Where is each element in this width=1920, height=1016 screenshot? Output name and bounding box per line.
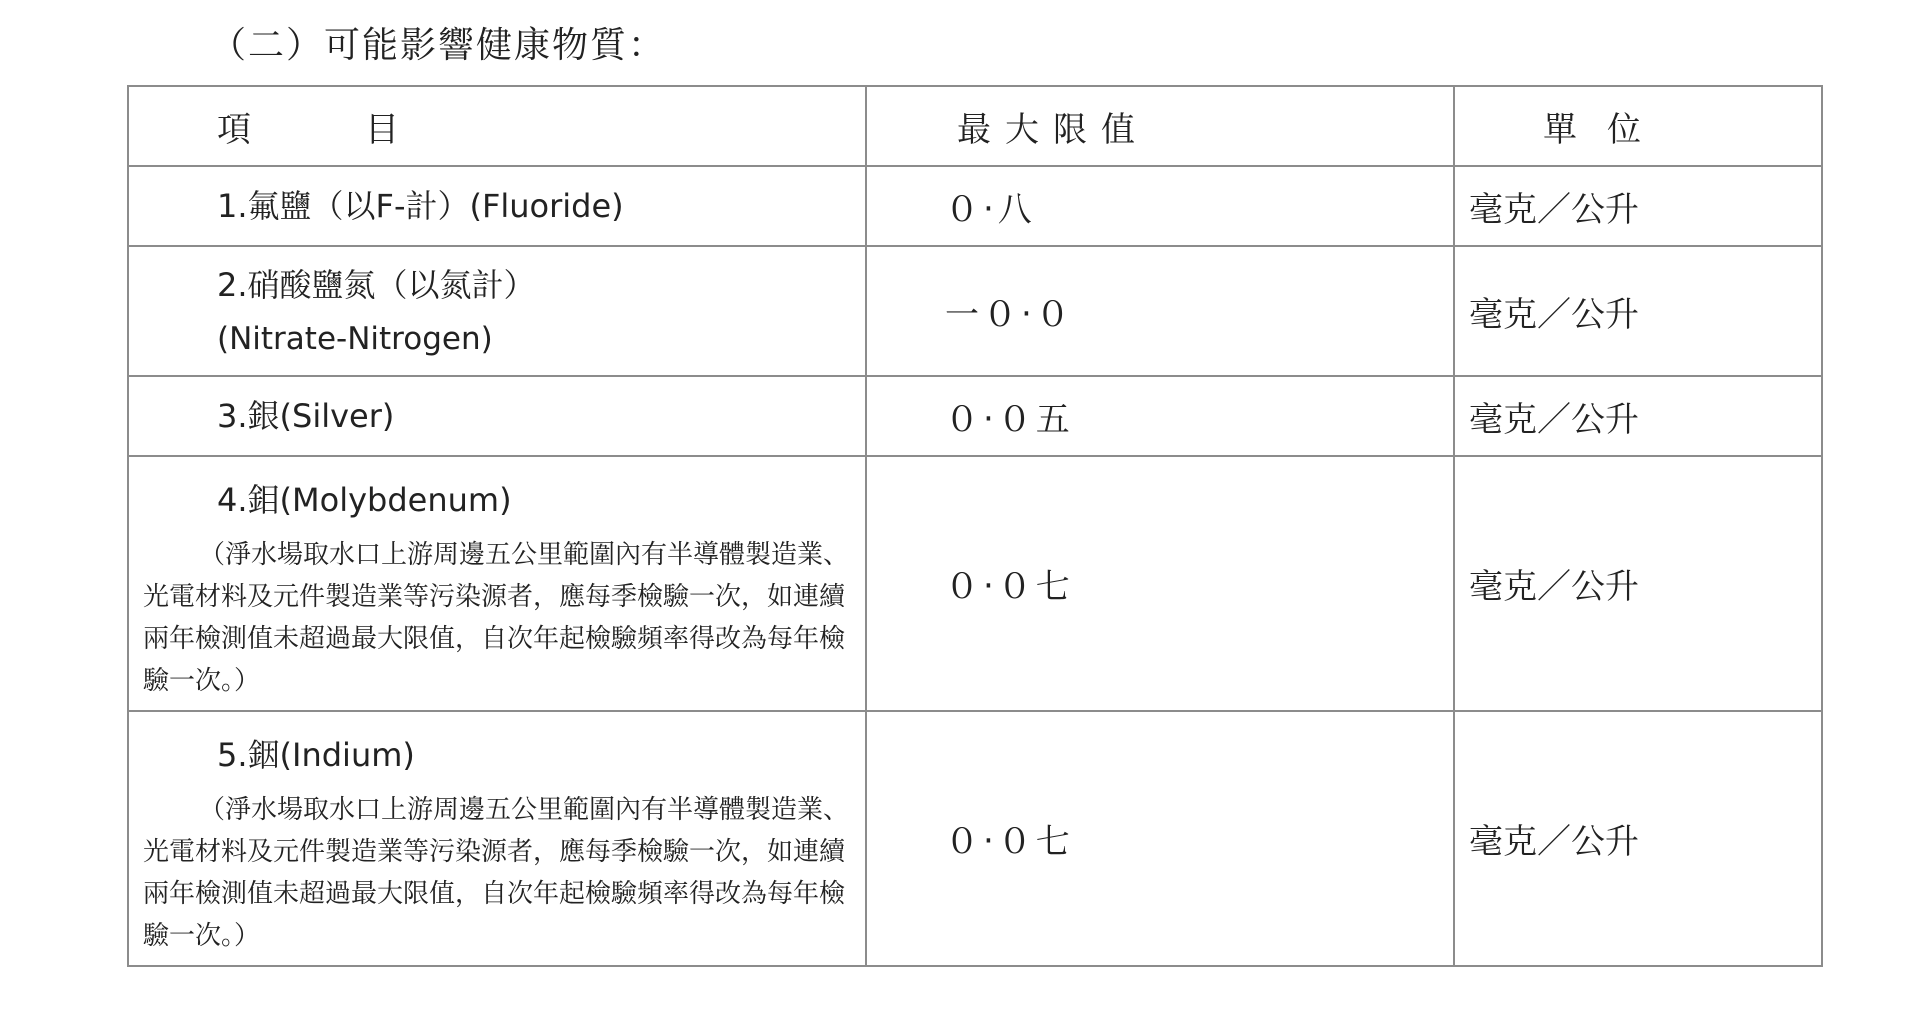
limit-value: ０‧０七 bbox=[945, 822, 1074, 862]
item-cell bbox=[128, 376, 866, 456]
unit-cell bbox=[1454, 456, 1822, 711]
limit-cell bbox=[866, 376, 1454, 456]
limit-value: ０‧０七 bbox=[945, 567, 1074, 607]
item-name: 3.銀(Silver) bbox=[217, 397, 395, 435]
limit-value: 一０‧０ bbox=[945, 294, 1074, 335]
limit-value: ０‧０五 bbox=[945, 399, 1074, 440]
header-limit-label: 最大限值 bbox=[957, 109, 1149, 150]
header-unit-label: 單位 bbox=[1543, 109, 1671, 150]
table-row bbox=[128, 711, 1822, 966]
item-note: （淨水場取水口上游周邊五公里範圍內有半導體製造業、光電材料及元件製造業等污染源者，應每季檢驗一次，如連續兩年檢測值未超過最大限值，自次年起檢驗頻率得改為每年檢驗一次。） bbox=[143, 539, 850, 696]
item-name: 4.鉬(Molybdenum) bbox=[217, 480, 512, 519]
table-row bbox=[128, 456, 1822, 711]
limit-value: ０‧八 bbox=[945, 189, 1036, 230]
limit-cell bbox=[866, 456, 1454, 711]
unit-cell bbox=[1454, 246, 1822, 376]
table-header-row bbox=[128, 86, 1822, 166]
unit-value: 毫克／公升 bbox=[1469, 399, 1639, 440]
unit-value: 毫克／公升 bbox=[1469, 567, 1639, 607]
item-name: 1.氟鹽（以F-計）(Fluoride) bbox=[217, 187, 624, 225]
item-name: 5.銦(Indium) bbox=[217, 735, 415, 774]
table-row bbox=[128, 246, 1822, 376]
unit-value: 毫克／公升 bbox=[1469, 294, 1639, 335]
item-cell bbox=[128, 166, 866, 246]
limit-cell bbox=[866, 246, 1454, 376]
unit-cell bbox=[1454, 711, 1822, 966]
item-cell bbox=[128, 456, 866, 711]
unit-value: 毫克／公升 bbox=[1469, 822, 1639, 862]
header-item-label: 項 目 bbox=[217, 109, 439, 150]
item-name-english: (Nitrate-Nitrogen) bbox=[217, 321, 493, 357]
item-cell bbox=[128, 246, 866, 376]
header-item bbox=[128, 86, 866, 166]
header-unit bbox=[1454, 86, 1822, 166]
item-cell bbox=[128, 711, 866, 966]
unit-cell bbox=[1454, 166, 1822, 246]
table-row bbox=[128, 376, 1822, 456]
limit-cell bbox=[866, 166, 1454, 246]
item-note: （淨水場取水口上游周邊五公里範圍內有半導體製造業、光電材料及元件製造業等污染源者，應每季檢驗一次，如連續兩年檢測值未超過最大限值，自次年起檢驗頻率得改為每年檢驗一次。） bbox=[143, 794, 850, 951]
header-limit bbox=[866, 86, 1454, 166]
unit-cell bbox=[1454, 376, 1822, 456]
unit-value: 毫克／公升 bbox=[1469, 189, 1639, 230]
limit-cell bbox=[866, 711, 1454, 966]
item-name: 2.硝酸鹽氮（以氮計） bbox=[217, 266, 536, 304]
table-row bbox=[128, 166, 1822, 246]
standards-table bbox=[127, 85, 1823, 967]
section-title: （二）可能影響健康物質： bbox=[210, 25, 667, 66]
